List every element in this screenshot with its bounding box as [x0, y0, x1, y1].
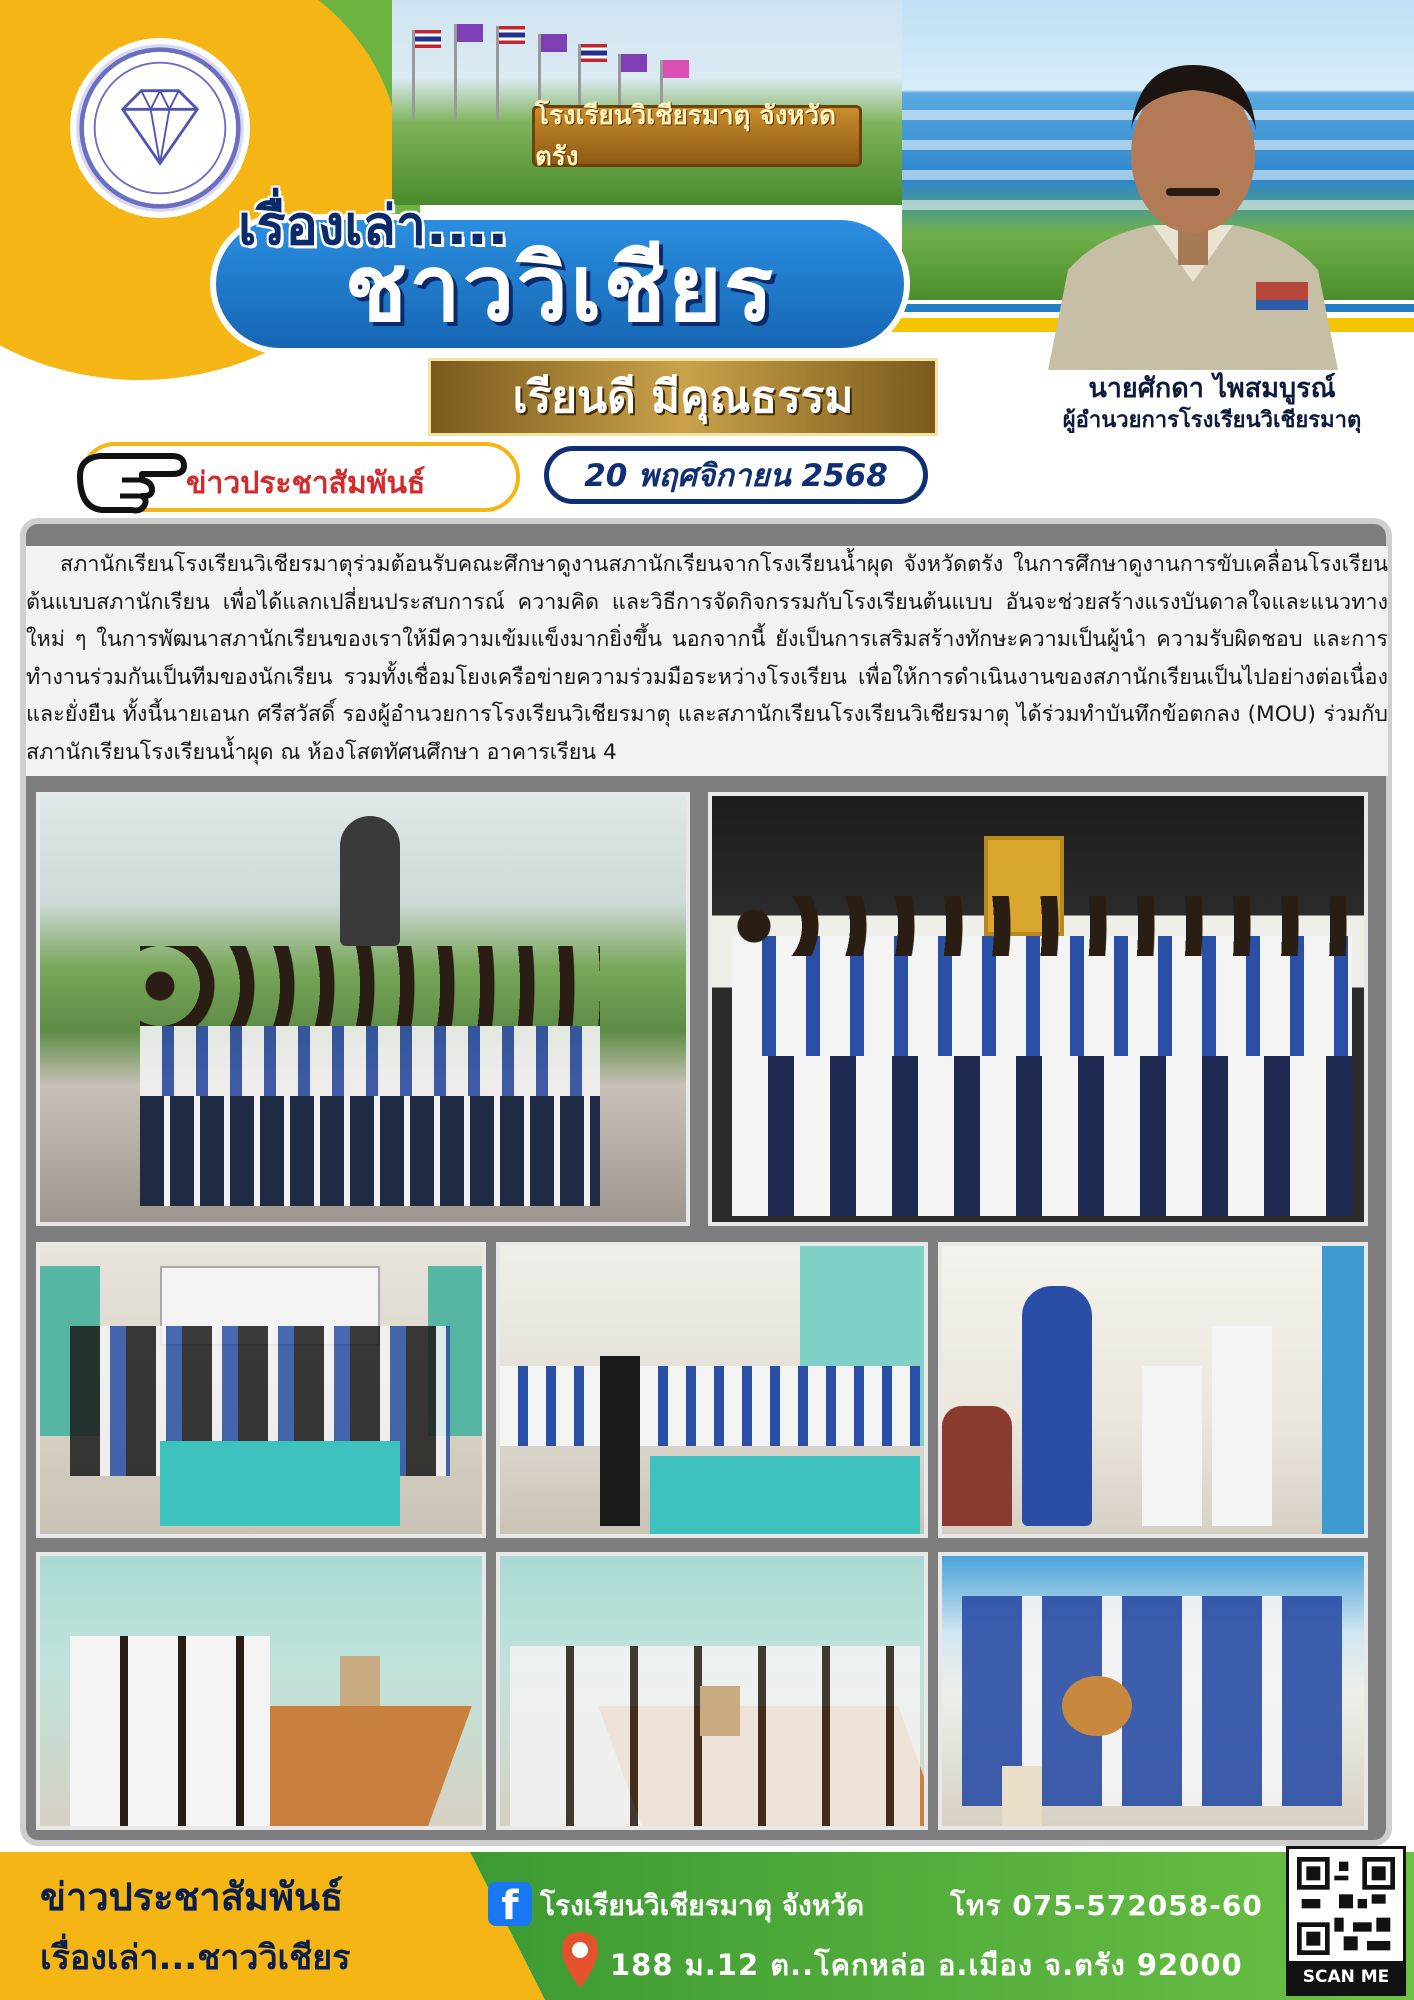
- header: [0, 0, 1414, 440]
- page-title: ชาววิเชียร: [344, 234, 776, 342]
- date-badge: 20 พฤศจิกายน 2568: [544, 446, 928, 504]
- principal-portrait: [1028, 20, 1358, 370]
- footer-story-label: เรื่องเล่า...ชาววิเชียร: [40, 1938, 351, 1978]
- school-entrance-photo: [392, 0, 902, 205]
- qr-code[interactable]: [1286, 1846, 1406, 1996]
- qr-code-icon: [1297, 1857, 1395, 1955]
- slogan: เรียนดี มีคุณธรรม: [428, 358, 938, 436]
- pointing-hand-icon: [72, 436, 192, 516]
- pr-tag-label: ข่าวประชาสัมพันธ์: [186, 466, 426, 501]
- photo-music-performance: [938, 1552, 1368, 1830]
- photo-students-table-1: [36, 1552, 486, 1830]
- photo-students-table-2: [496, 1552, 928, 1830]
- school-address: 188 ม.12 ต..โคกหล่อ อ.เมือง จ.ตรัง 92000: [610, 1948, 1243, 1982]
- location-pin-icon: [558, 1930, 602, 1990]
- principal-name: นายศักดา ไพสมบูรณ์: [1088, 373, 1336, 404]
- school-logo: [70, 38, 250, 218]
- principal-title: ผู้อำนวยการโรงเรียนวิเชียรมาตุ: [1062, 408, 1362, 433]
- school-sign: โรงเรียนวิเชียรมาตุ จังหวัดตรัง: [532, 105, 862, 167]
- diamond-logo-icon: [76, 44, 244, 212]
- story-prefix: เรื่องเล่า....: [238, 194, 509, 257]
- article-body: สภานักเรียนโรงเรียนวิเชียรมาตุร่วมต้อนรับคณะศึกษาดูงานสภานักเรียนจากโรงเรียนน้ำผุด จังหวัดตรัง ในการศึกษาดูงานการขับเคลื่อนโรงเรียนต้นแบบสภานักเรียน เพื่อได้แลกเปลี่ยนประสบการณ์ ความคิด และวิธีการจัดกิจกรรมกับโรงเรียนต้นแบบ อันจะช่วยสร้างแรงบันดาลใจและแนวทางใหม่ ๆ ในการพัฒนาสภานักเรียนของเราให้มีความเข้มแข็งมากยิ่งขึ้น นอกจากนี้ ยังเป็นการเสริมสร้างทักษะความเป็นผู้นำ ความรับผิดชอบ และการทำงานร่วมกันเป็นทีมของนักเรียน รวมทั้งเชื่อมโยงเครือข่ายความร่วมมือระหว่างโรงเรียน เพื่อให้การดำเนินงานของสภานักเรียนเป็นไปอย่างต่อเนื่องและยั่งยืน ทั้งนี้นายเอนก ศรีสวัสดิ์ รองผู้อำนวยการโรงเรียนวิเชียรมาตุ และสภานักเรียนโรงเรียนวิเชียรมาตุ ได้ร่วมทำบันทึกข้อตกลง (MOU) ร่วมกับสภานักเรียนโรงเรียนน้ำผุด ณ ห้องโสตทัศนศึกษา อาคารเรียน 4: [26, 546, 1388, 776]
- facebook-page-link[interactable]: โรงเรียนวิเชียรมาตุ จังหวัด: [540, 1889, 865, 1922]
- telephone-number: โทร 075-572058-60: [950, 1889, 1263, 1922]
- footer-pr-label: ข่าวประชาสัมพันธ์: [40, 1875, 344, 1919]
- photo-mou-signing: [36, 1242, 486, 1538]
- photo-group-outdoor-stairs: [36, 792, 690, 1226]
- photo-presentation: [938, 1242, 1368, 1538]
- facebook-icon[interactable]: f: [488, 1882, 532, 1926]
- photo-meeting-room: [496, 1242, 928, 1538]
- qr-scan-label: SCAN ME: [1289, 1961, 1403, 1993]
- photo-group-indoor-portrait: [708, 792, 1368, 1226]
